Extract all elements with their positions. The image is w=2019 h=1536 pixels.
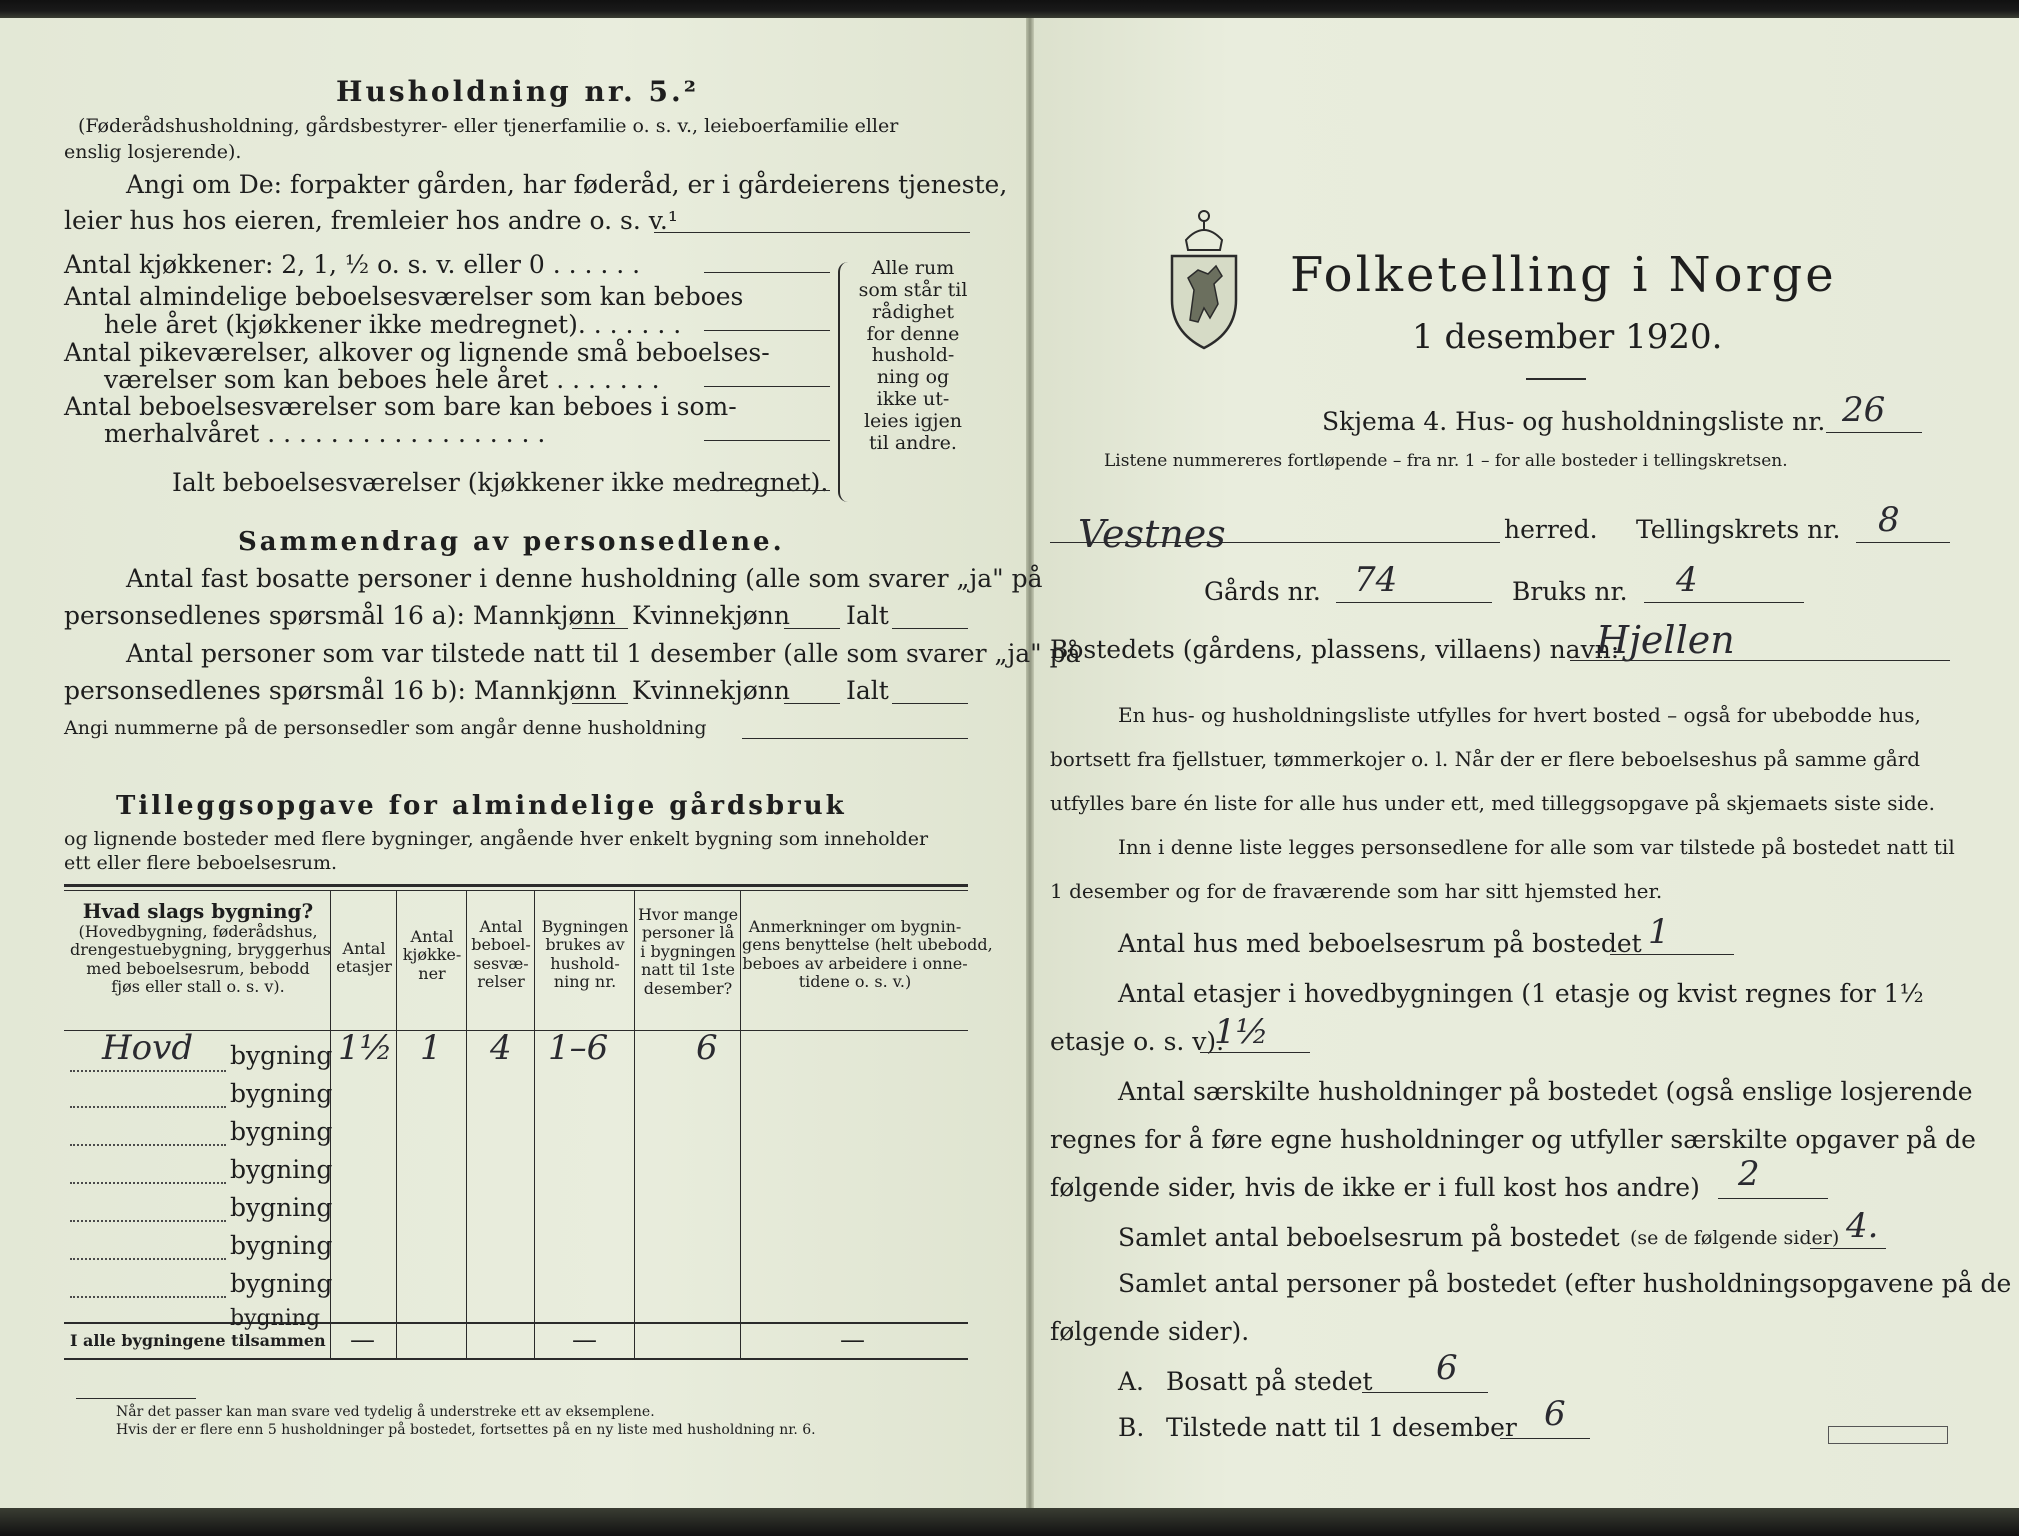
- 16a-mann-answer: [572, 628, 628, 629]
- row-label: bygning: [230, 1117, 333, 1146]
- brace-note-line: som står til: [858, 278, 968, 301]
- footnote-rule: [76, 1398, 196, 1399]
- col-header-kjokkener: [398, 928, 466, 983]
- row-name-line: [70, 1070, 226, 1072]
- instruction-2: bortsett fra fjellstuer, tømmerkojer o. l. Når der er flere beboelseshus på samme gård: [1050, 747, 1921, 771]
- header-line: natt til 1ste: [641, 960, 735, 980]
- sammendrag-16a-kvinne: Kvinnekjønn: [632, 601, 790, 630]
- a-text: Bosatt på stedet: [1166, 1367, 1373, 1396]
- row-label: bygning: [230, 1269, 333, 1298]
- b-line: [1500, 1438, 1590, 1439]
- room-line-merhalvaret: merhalvåret . . . . . . . . . . . . . . . . . .: [104, 419, 546, 448]
- sammendrag-16b-line: Antal personer som var tilstede natt til 1 desember (alle som svarer „ja" på: [126, 639, 1081, 668]
- census-date: 1 desember 1920.: [1412, 317, 1723, 357]
- header-line: tidene o. s. v.): [798, 972, 912, 992]
- tillegg-intro-2: ett eller flere beboelsesrum.: [64, 852, 338, 874]
- q-hus-value: 1: [1648, 912, 1670, 952]
- gards-line: [1336, 602, 1492, 603]
- header-line: brukes av: [545, 935, 625, 955]
- a-label: A.: [1118, 1367, 1145, 1396]
- angi-answer-line: [654, 232, 970, 233]
- sammendrag-16a-ialt: Ialt: [846, 601, 889, 630]
- q-etasjer-line: [1200, 1052, 1310, 1053]
- pikevaerelser-answer-line: [704, 386, 830, 387]
- col-header-etasjer: [332, 940, 396, 977]
- header-line: desember?: [643, 978, 733, 998]
- 16a-ialt-answer: [892, 628, 968, 629]
- total-dash: —: [572, 1325, 597, 1354]
- tellingskrets-line: [1856, 542, 1950, 543]
- table-header-rule: [64, 1030, 968, 1031]
- q-husholdninger-3: følgende sider, hvis de ikke er i full kost hos andre): [1050, 1173, 1700, 1202]
- scan-edge-top: [0, 0, 2019, 18]
- nummerne-answer-line: [742, 738, 968, 739]
- room-line-pikevaerelser: Antal pikeværelser, alkover og lignende små beboelses-: [64, 338, 770, 367]
- bruks-line: [1644, 602, 1804, 603]
- header-line: Antal: [342, 939, 386, 958]
- q-personer-2: følgende sider).: [1050, 1317, 1250, 1346]
- header-line: i bygningen: [640, 941, 736, 961]
- sommer-answer-line: [704, 440, 830, 441]
- sammendrag-title: Sammendrag av personsedlene.: [238, 527, 785, 557]
- tillegg-intro-1: og lignende bosteder med flere bygninger, angående hver enkelt bygning som inneholder: [64, 828, 929, 850]
- sammendrag-16b-ialt: Ialt: [846, 676, 889, 705]
- header-line: beboel-: [471, 935, 531, 955]
- col-header-vaerelser: [468, 918, 534, 992]
- header-line: (Hovedbygning, føderådshus,: [78, 922, 318, 941]
- scan-edge-bottom: [0, 1508, 2019, 1536]
- a-line: [1362, 1392, 1488, 1393]
- herred-line: [1050, 542, 1500, 543]
- brace-note-line: til andre.: [869, 431, 957, 454]
- q-husholdninger-1: Antal særskilte husholdninger på bostedet (også enslige losjerende: [1118, 1077, 1973, 1106]
- row-name-line: [70, 1258, 226, 1260]
- b-text: Tilstede natt til 1 desember: [1166, 1413, 1517, 1442]
- brace-note-line: ikke ut-: [876, 388, 950, 411]
- bosted-line: [1570, 660, 1950, 661]
- q-husholdninger-value: 2: [1738, 1154, 1760, 1194]
- table-bottom-rule: [64, 1358, 968, 1360]
- header-line: hushold-: [550, 953, 620, 973]
- instruction-4: Inn i denne liste legges personsedlene for alle som var tilstede på bostedet natt til: [1118, 835, 1955, 859]
- tellingskrets-value: 8: [1878, 500, 1900, 540]
- room-line-hele-aret: hele året (kjøkkener ikke medregnet). . . . . . .: [104, 310, 682, 339]
- row-label: bygning: [230, 1193, 333, 1222]
- skjema-line: Skjema 4. Hus- og husholdningsliste nr.: [1322, 407, 1826, 436]
- total-label: I alle bygningene tilsammen: [70, 1331, 326, 1350]
- total-dash: —: [350, 1325, 375, 1354]
- bruks-label: Bruks nr.: [1512, 577, 1628, 606]
- ialt-line: Ialt beboelsesværelser (kjøkkener ikke medregnet).: [172, 468, 829, 497]
- page-fold: [1026, 0, 1034, 1536]
- title-rule: [1526, 378, 1586, 380]
- herred-label: herred.: [1504, 515, 1598, 544]
- ialt-answer-line: [710, 490, 830, 491]
- row-label: bygning: [230, 1306, 321, 1331]
- q-etasjer-2: etasje o. s. v).: [1050, 1027, 1225, 1056]
- tellingskrets-label: Tellingskrets nr.: [1636, 515, 1841, 544]
- sammendrag-16b-kvinne: Kvinnekjønn: [632, 676, 790, 705]
- header-line: gens benyttelse (helt ubebodd,: [742, 935, 993, 955]
- q-hus: Antal hus med beboelsesrum på bostedet: [1118, 929, 1642, 958]
- header-line: Anmerkninger om bygnin-: [748, 917, 962, 936]
- row-name-line: [70, 1106, 226, 1108]
- gards-value: 74: [1354, 560, 1398, 600]
- nummerne-line: Angi nummerne på de personsedler som angår denne husholdning: [64, 717, 707, 739]
- row-label: bygning: [230, 1155, 333, 1184]
- footnote-2: Hvis der er flere enn 5 husholdninger på bostedet, fortsettes på en ny liste med husholdning nr. 6.: [116, 1422, 816, 1438]
- row-name-line: [70, 1296, 226, 1298]
- header-line: Hvor mange: [637, 905, 739, 924]
- printer-stamp: [1828, 1426, 1948, 1444]
- table-total-rule: [64, 1322, 968, 1324]
- header-line: Antal: [479, 917, 523, 936]
- census-title: Folketelling i Norge: [1290, 247, 1837, 303]
- col-divider: [396, 890, 397, 1358]
- row-etasjer-value: 1½: [338, 1028, 393, 1068]
- room-line-sommer: Antal beboelsesværelser som bare kan beboes i som-: [64, 392, 737, 421]
- col-divider: [534, 890, 535, 1358]
- tillegg-title: Tilleggsopgave for almindelige gårdsbruk: [116, 791, 847, 821]
- col-header-anmerkninger: [742, 917, 993, 992]
- row-label: bygning: [230, 1079, 333, 1108]
- bruks-value: 4: [1676, 560, 1698, 600]
- col-header-husholdning: [536, 918, 634, 992]
- listene-line: Listene nummereres fortløpende – fra nr. 1 – for alle bosteder i tellingskretsen.: [1104, 451, 1788, 471]
- q-personer-1: Samlet antal personer på bostedet (efter husholdningsopgavene på de: [1118, 1269, 2012, 1298]
- angi-line-2: leier hus hos eieren, fremleier hos andre o. s. v.¹: [64, 206, 678, 235]
- col-header-bygning: [70, 899, 331, 997]
- kjokkener-answer-line: [704, 272, 830, 273]
- instruction-3: utfylles bare én liste for alle hus under ett, med tilleggsopgave på skjemaets siste side.: [1050, 791, 1935, 815]
- 16a-kvinne-answer: [784, 628, 840, 629]
- brace-note-line: hushold-: [871, 344, 955, 367]
- q-husholdninger-line: [1718, 1198, 1828, 1199]
- row-label: bygning: [230, 1041, 333, 1070]
- skjema-nr-value: 26: [1842, 390, 1886, 430]
- gards-label: Gårds nr.: [1204, 577, 1321, 606]
- header-line: med beboelsesrum, bebodd: [86, 958, 310, 978]
- total-dash: —: [840, 1325, 865, 1354]
- header-line: sesvæ-: [473, 953, 529, 973]
- row-name-line: [70, 1220, 226, 1222]
- q-hus-line: [1610, 954, 1734, 955]
- header-line: relser: [477, 972, 525, 992]
- brace-note: [858, 258, 968, 455]
- header-line: ner: [418, 963, 446, 983]
- instruction-5: 1 desember og for de fraværende som har sitt hjemsted her.: [1050, 879, 1663, 903]
- q-beboelsesrum-value: 4.: [1846, 1206, 1879, 1246]
- q-etasjer-value: 1½: [1214, 1012, 1269, 1052]
- brace-note-line: leies igjen: [863, 409, 963, 432]
- coat-of-arms-icon: [1164, 200, 1244, 352]
- brace-note-line: Alle rum: [871, 257, 955, 279]
- b-value: 6: [1544, 1394, 1566, 1434]
- sammendrag-16b-mann: personsedlenes spørsmål 16 b): Mannkjønn: [64, 676, 617, 705]
- col-header-personer: [636, 906, 740, 998]
- angi-line-1: Angi om De: forpakter gården, har føderåd, er i gårdeierens tjeneste,: [126, 170, 1008, 199]
- q-husholdninger-2: regnes for å føre egne husholdninger og utfyller særskilte opgaver på de: [1050, 1125, 1976, 1154]
- header-line: personer lå: [641, 923, 735, 943]
- footnote-1: Når det passer kan man svare ved tydelig å understreke ett av eksemplene.: [116, 1404, 655, 1420]
- household-title: Husholdning nr. 5.²: [336, 75, 700, 108]
- header-line: beboes av arbeidere i onne-: [742, 953, 968, 973]
- household-intro-2: enslig losjerende).: [64, 141, 242, 163]
- header-line: etasjer: [336, 957, 392, 977]
- brace-note-line: rådighet: [872, 300, 954, 323]
- table-top-rule-2: [64, 890, 968, 891]
- almindelige-answer-line: [704, 330, 830, 331]
- row-name-line: [70, 1182, 226, 1184]
- table-top-rule: [64, 884, 968, 887]
- 16b-mann-answer: [572, 703, 628, 704]
- brace-note-line: ning og: [876, 366, 950, 389]
- q-etasjer-1: Antal etasjer i hovedbygningen (1 etasje og kvist regnes for 1½: [1118, 979, 1924, 1008]
- row-label: bygning: [230, 1231, 333, 1260]
- header-line: ning nr.: [553, 972, 617, 992]
- room-line-vaerelser: værelser som kan beboes hele året . . . . . . .: [104, 365, 660, 394]
- sammendrag-16a-mann: personsedlenes spørsmål 16 a): Mannkjønn: [64, 601, 616, 630]
- herred-value: Vestnes: [1078, 512, 1226, 556]
- header-line: Hvad slags bygning?: [82, 899, 314, 923]
- 16b-ialt-answer: [892, 703, 968, 704]
- header-line: kjøkke-: [402, 945, 462, 965]
- room-line-almindelige: Antal almindelige beboelsesværelser som kan beboes: [64, 282, 744, 311]
- brace-note-line: for denne: [866, 322, 960, 345]
- q-beboelsesrum-note: (se de følgende sider): [1630, 1227, 1840, 1249]
- row-husholdning-value: 1–6: [548, 1028, 609, 1068]
- header-line: Antal: [410, 927, 454, 946]
- col-divider: [634, 890, 635, 1358]
- row-vaerelser-value: 4: [490, 1028, 512, 1068]
- row-personer-value: 6: [696, 1028, 718, 1068]
- rooms-brace: [838, 262, 854, 502]
- q-beboelsesrum-line: [1810, 1248, 1886, 1249]
- b-label: B.: [1118, 1413, 1145, 1442]
- 16b-kvinne-answer: [784, 703, 840, 704]
- row-name-line: [70, 1144, 226, 1146]
- q-beboelsesrum: Samlet antal beboelsesrum på bostedet: [1118, 1223, 1620, 1252]
- skjema-nr-line: [1826, 432, 1922, 433]
- header-line: drengestuebygning, bryggerhus: [70, 940, 331, 960]
- household-intro-1: (Føderådshusholdning, gårdsbestyrer- eller tjenerfamilie o. s. v., leieboerfamilie eller: [78, 115, 899, 137]
- row-kjokkener-value: 1: [420, 1028, 442, 1068]
- instruction-1: En hus- og husholdningsliste utfylles for hvert bosted – også for ubebodde hus,: [1118, 703, 1921, 727]
- bosted-value: Hjellen: [1596, 618, 1735, 662]
- header-line: Bygningen: [541, 917, 629, 936]
- room-line-kjokkener: Antal kjøkkener: 2, 1, ½ o. s. v. eller 0 . . . . . .: [64, 250, 641, 279]
- col-divider: [740, 890, 741, 1358]
- col-divider: [466, 890, 467, 1358]
- row-name-value: Hovd: [102, 1028, 194, 1068]
- sammendrag-16a-line: Antal fast bosatte personer i denne husholdning (alle som svarer „ja" på: [126, 564, 1043, 593]
- header-line: fjøs eller stall o. s. v).: [111, 977, 285, 997]
- bosted-label: Bostedets (gårdens, plassens, villaens) navn:: [1050, 635, 1620, 664]
- a-value: 6: [1436, 1348, 1458, 1388]
